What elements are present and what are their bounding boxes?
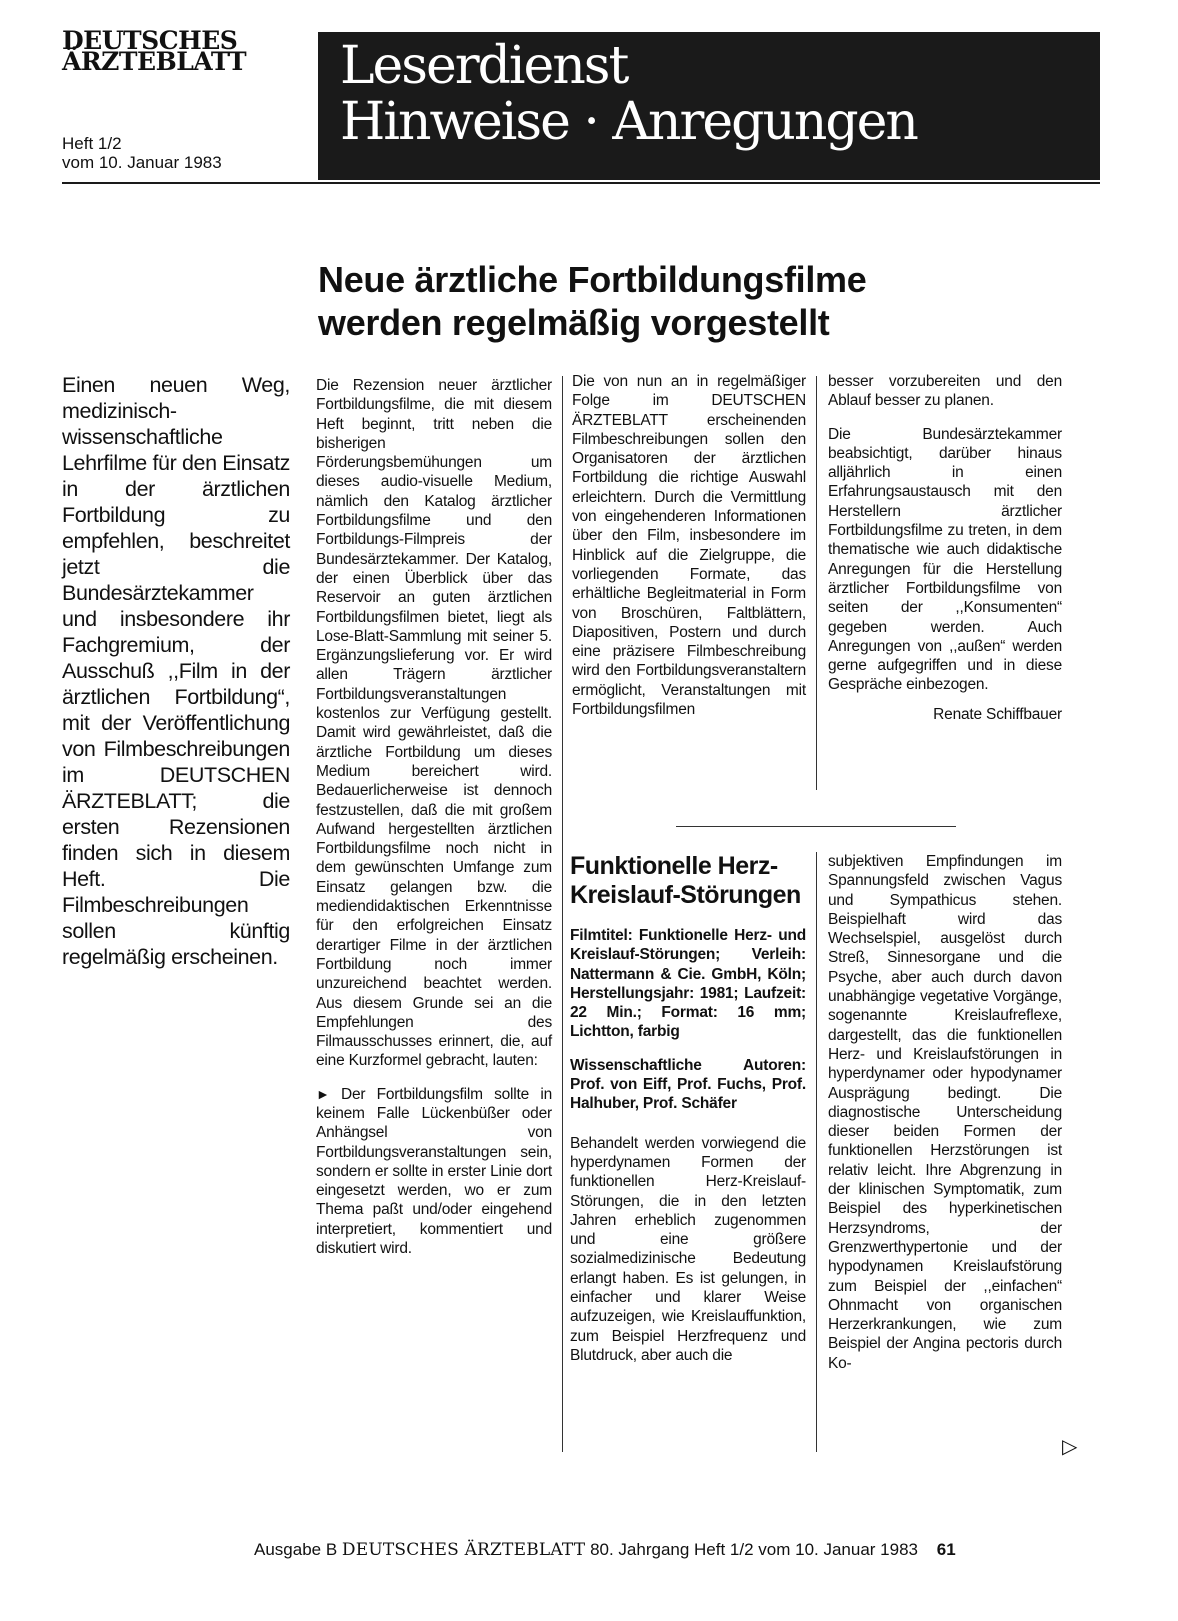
column-3-paragraph-1: besser vorzubereiten und den Ablauf besser zu planen. — [828, 373, 1062, 410]
article-column-3 — [828, 372, 1062, 724]
article-column-1 — [316, 376, 552, 1258]
headline-line2: werden regelmäßig vorgestellt — [318, 302, 830, 343]
film-review-column-2 — [828, 852, 1062, 1373]
column-divider — [816, 376, 817, 790]
article-author: Renate Schiffbauer — [933, 705, 1062, 723]
masthead-subtitle: Hinweise · Anregungen — [340, 92, 917, 152]
section-separator — [676, 826, 956, 827]
review-authors: Wissenschaftliche Autoren: Prof. von Eiff, Prof. Fuchs, Prof. Halhuber, Prof. Schäfer — [570, 1056, 806, 1113]
column-1-paragraph: Die Rezension neuer ärztlicher Fortbildungsfilme, die mit diesem Heft beginnt, tritt neben die bisherigen Förderungsbemühungen um dieses audio-visuelle Medium, nämlich den Katalog ärztlicher Fortbildungsfilme und den Fortbildungs-Filmpreis der Bundesärztekammer. Der Katalog, der einen Überblick über das Reservoir an guten ärztlichen Fortbildungsfilmen bietet, liegt als Lose-Blatt-Sammlung mit seiner 5. Ergänzungslieferung vor. Er wird allen Trägern ärztlicher Fortbildungsveranstaltungen kostenlos zur Verfügung gestellt. Damit wird gewährleistet, daß die ärztliche Fortbildung um dieses Medium bereichert wird. Bedauerlicherweise ist dennoch festzustellen, daß die mit großem Aufwand hergestellten ärztlichen Fortbildungsfilme noch nicht in dem gewünschten Umfange zum Einsatz gelangen bzw. die mediendidaktischen Erkenntnisse für den erfolgreichen Einsatz derartiger Filme in der ärztlichen Fortbildung noch immer unzureichend beachtet werden. Aus diesem Grunde sei an die Empfehlungen des Filmausschusses erinnert, die, auf eine Kurzformel gebracht, lauten: — [316, 377, 552, 1070]
publication-logo — [62, 26, 312, 76]
column-divider — [562, 376, 563, 1452]
column-2-paragraph: Die von nun an in regelmäßiger Folge im DEUTSCHEN ÄRZTEBLATT erscheinenden Filmbeschreibungen sollen den Organisatoren der ärztlichen Fortbildung die richtige Auswahl erleichtern. Durch die Vermittlung von eingehenderen Informationen über den Film, insbesondere im Hinblick auf die Zielgruppe, die vorliegenden Formate, das erhältliche Begleitmaterial in Form von Broschüren, Faltblättern, Diapositiven, Postern und durch eine präzisere Filmbeschreibung wird den Fortbildungsveranstaltern ermöglicht, Veranstaltungen mit Fortbildungsfilmen — [572, 373, 806, 719]
film-review-column-1 — [570, 852, 806, 1365]
bullet-arrow-icon: ► — [316, 1085, 330, 1102]
column-3-paragraph-2: Die Bundesärztekammer beabsichtigt, darüber hinaus alljährlich in einen Erfahrungsaustausch mit den Herstellern ärztlicher Fortbildungsfilme zu treten, in dem thematische wie auch didaktische Anregungen für die Herstellung ärztlicher Fortbildungsfilme von seiten der ,,Konsumenten“ gegeben werden. Auch Anregungen von ,,außen“ werden gerne aufgegriffen und in diese Gespräche einbezogen. — [828, 425, 1062, 694]
review-title: Funktionelle Herz-Kreislauf-Störungen — [570, 852, 801, 909]
headline-line1: Neue ärztliche Fortbildungsfilme — [318, 259, 867, 300]
page-footer — [254, 1540, 1104, 1560]
masthead-title: Leserdienst — [340, 36, 628, 96]
header-rule — [62, 182, 1100, 184]
publication-name-line1: DEUTSCHES — [62, 26, 238, 55]
footer-volume-info: 80. Jahrgang Heft 1/2 vom 10. Januar 1983 — [590, 1540, 919, 1559]
footer-publication: DEUTSCHES ÄRZTEBLATT — [341, 1540, 586, 1560]
review-body-1: Behandelt werden vorwiegend die hyperdynamen Formen der funktionellen Herz-Kreislauf-Störungen, die in den letzten Jahren erheblich zugenommen und eine größere sozialmedizinische Bedeutung erlangt haben. Es ist gelungen, in einfacher und klarer Weise aufzuzeigen, wie Kreislauffunktion, zum Beispiel Herzfrequenz und Blutdruck, aber auch die — [570, 1134, 806, 1364]
article-headline — [318, 258, 1078, 344]
bullet-text: Der Fortbildungsfilm sollte in keinem Falle Lückenbüßer oder Anhängsel von Fortbildungsveranstaltungen sein, sondern er sollte in erster Linie dort eingesetzt werden, wo er zum Thema paßt und/oder eingehend interpretiert, kommentiert und diskutiert wird. — [316, 1085, 553, 1258]
review-body-2: subjektiven Empfindungen im Spannungsfeld zwischen Vagus und Sympathicus stehen. Beispielhaft wird das Wechselspiel, ausgelöst durch Streß, Sinnesorgane und die Psyche, aber auch durch davon unabhängige vegetative Vorgänge, sogenannte Kreislaufreflexe, dargestellt, das die funktionellen Herz- und Kreislaufstörungen in hyperdynamer oder hypodynamer Ausprägung bedingt. Die diagnostische Unterscheidung dieser beiden Formen der funktionellen Herzstörungen ist relativ leicht. Ihre Abgrenzung in der klinischen Symptomatik, zum Beispiel des hyperkinetischen Herzsyndroms, der Grenzwerthypertonie und der hypodynamen Kreislaufstörung zum Beispiel der ,,einfachen“ Ohnmacht von organischen Herzerkrankungen, wie zum Beispiel der Angina pectoris durch Ko- — [828, 853, 1062, 1372]
publication-name-line2: ÄRZTEBLATT — [62, 47, 247, 76]
section-masthead — [318, 32, 1100, 180]
continue-arrow-icon: ▷ — [1062, 1436, 1078, 1458]
review-film-data: Filmtitel: Funktionelle Herz- und Kreislauf-Störungen; Verleih: Nattermann & Cie. GmbH, Köln; Herstellungsjahr: 1981; Laufzeit: 22 Min.; Format: 16 mm; Lichtton, farbig — [570, 927, 806, 1041]
issue-number: Heft 1/2 — [62, 134, 122, 153]
issue-info — [62, 134, 222, 172]
column-1-bullet-paragraph — [316, 1085, 552, 1259]
page-number: 61 — [936, 1540, 956, 1559]
footer-edition: Ausgabe B — [254, 1540, 338, 1559]
issue-date: vom 10. Januar 1983 — [62, 153, 222, 172]
column-divider — [816, 852, 817, 1452]
article-column-2 — [572, 372, 806, 719]
article-intro: Einen neuen Weg, medizinisch-wissenschaftliche Lehrfilme für den Einsatz in der ärztlichen Fortbildung zu empfehlen, beschreitet jetzt die Bundesärztekammer und insbesondere ihr Fachgremium, der Ausschuß ,,Film in der ärztlichen Fortbildung“, mit der Veröffentlichung von Filmbeschreibungen im DEUTSCHEN ÄRZTEBLATT; die ersten Rezensionen finden sich in diesem Heft. Die Filmbeschreibungen sollen künftig regelmäßig erscheinen. — [62, 373, 290, 969]
